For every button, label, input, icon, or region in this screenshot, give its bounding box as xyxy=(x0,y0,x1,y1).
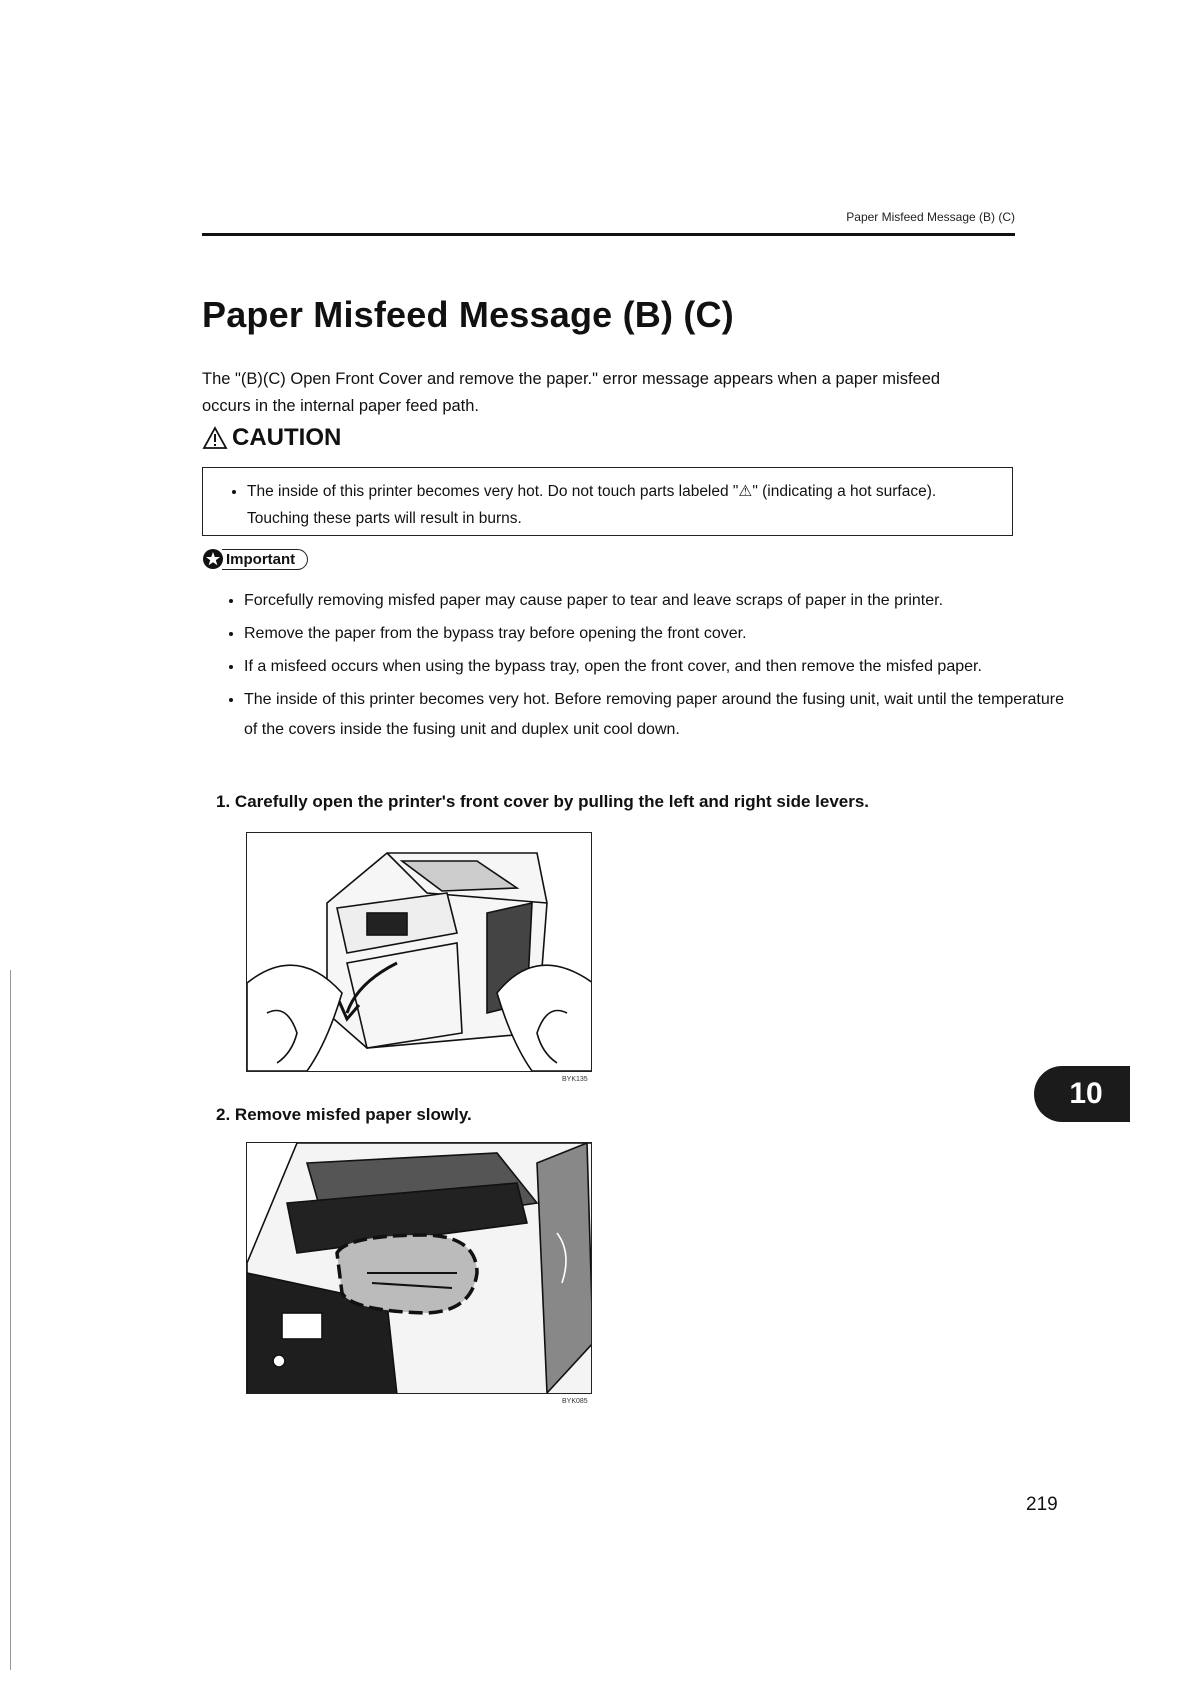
important-list xyxy=(202,586,1074,748)
caution-label: CAUTION xyxy=(232,424,342,451)
caution-item: • The inside of this printer becomes very hot. Do not touch parts labeled "⚠" (indicating a hot surface). Touching these parts will result in burns. xyxy=(247,478,947,532)
figure-code: BYK135 xyxy=(562,1076,588,1083)
scan-margin-line xyxy=(10,970,11,1670)
list-item: • Remove the paper from the bypass tray before opening the front cover. xyxy=(244,619,1074,649)
step-2 xyxy=(216,1105,472,1125)
step-number: 2. xyxy=(216,1105,231,1124)
step-text: Remove misfed paper slowly. xyxy=(234,1105,472,1124)
step-number: 1. xyxy=(216,792,231,811)
list-item: • Forcefully removing misfed paper may cause paper to tear and leave scraps of paper in the printer. xyxy=(244,586,1074,616)
step-1 xyxy=(216,792,869,812)
printer-front-cover-illustration xyxy=(247,833,592,1072)
intro-line-1: The "(B)(C) Open Front Cover and remove the paper." error message appears when a paper misfeed xyxy=(202,370,941,388)
chapter-tab: 10 xyxy=(1034,1066,1130,1122)
important-star-icon xyxy=(202,548,224,570)
running-header: Paper Misfeed Message (B) (C) xyxy=(846,210,1015,224)
important-heading xyxy=(202,548,308,570)
page-title: Paper Misfeed Message (B) (C) xyxy=(202,294,734,335)
header-rule xyxy=(202,233,1015,236)
list-item: • If a misfeed occurs when using the bypass tray, open the front cover, and then remove the misfed paper. xyxy=(244,652,1074,682)
intro-paragraph xyxy=(202,366,1022,420)
caution-heading xyxy=(202,424,341,452)
step-text: Carefully open the printer's front cover by pulling the left and right side levers. xyxy=(234,792,870,811)
warning-triangle-icon xyxy=(202,426,228,450)
list-item: • The inside of this printer becomes very hot. Before removing paper around the fusing unit, wait until the temperature of the covers inside the fusing unit and duplex unit cool down. xyxy=(244,685,1074,745)
misfed-paper-illustration xyxy=(247,1143,592,1394)
important-label: Important xyxy=(222,549,308,570)
caution-box xyxy=(202,467,1013,536)
page-number: 219 xyxy=(1026,1494,1058,1515)
figure-remove-misfed-paper xyxy=(246,1142,592,1394)
figure-code: BYK085 xyxy=(562,1398,588,1405)
figure-open-front-cover xyxy=(246,832,592,1072)
intro-line-2: occurs in the internal paper feed path. xyxy=(202,397,480,415)
